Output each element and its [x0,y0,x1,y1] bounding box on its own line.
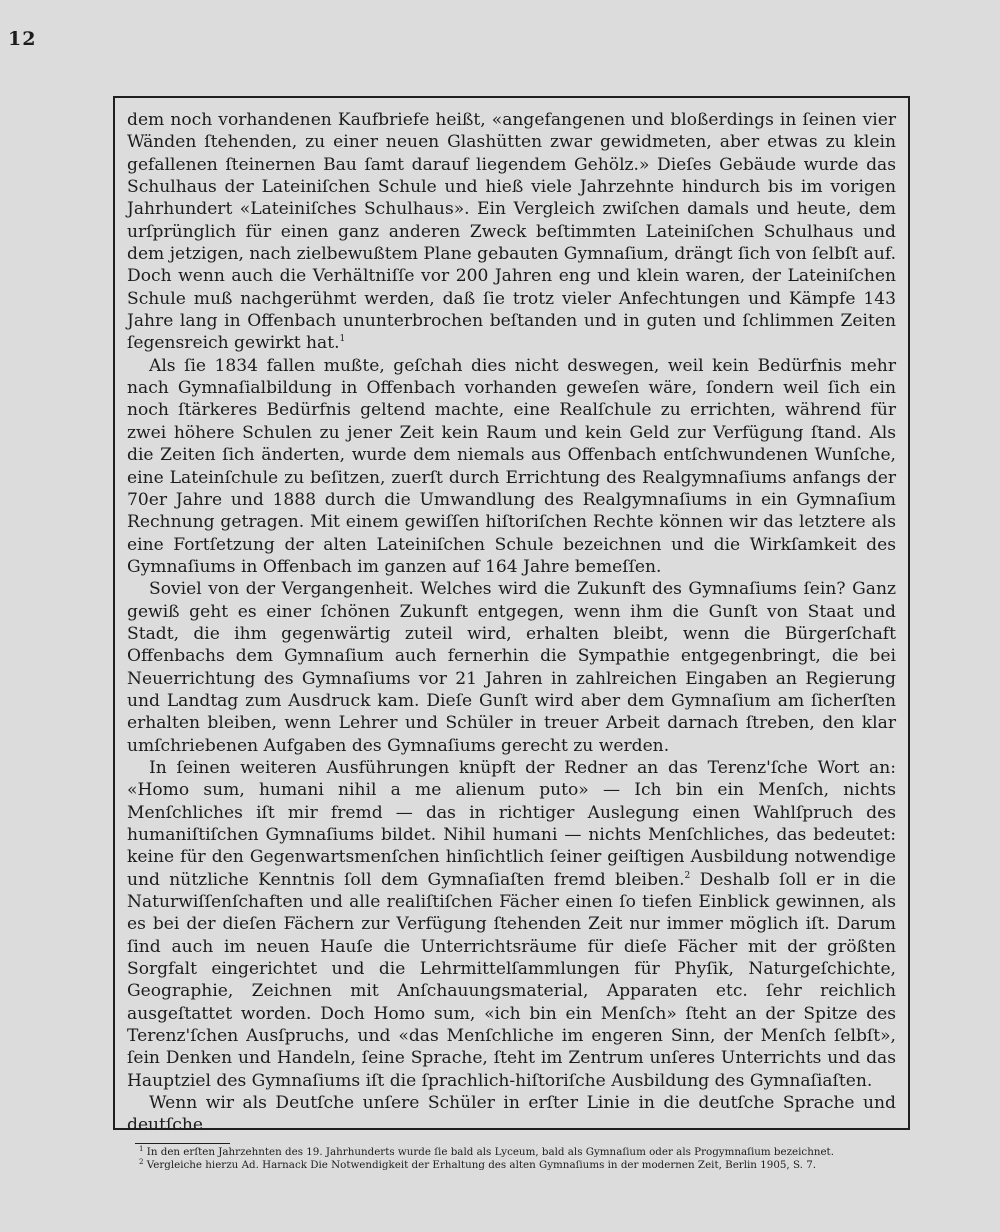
page-number: 12 [8,28,37,50]
footnote-1-mark: 1 [139,1144,144,1153]
paragraph-4-text: In ſeinen weiteren Ausführungen knüpft der Redner an das Terenz'ſche Wort an: «Homo sum, humani nihil a me alienum puto» — Ich bin ein Menſch, nichts Menſchliches iſt mir fremd — das in richtiger Auslegung einen Wahlſpruch des humaniſtiſchen Gymnaſiums bildet. Nihil humani — nichts Menſchliches, das bedeutet: keine für den Gegenwartsmenſchen hinſichtlich ſeiner geiſtigen Ausbildung notwendige und nützliche Kenntnis ſoll dem Gymnaſiaſten fremd bleiben. [127,757,896,890]
paragraph-5: Wenn wir als Deutſche unſere Schüler in erſter Linie in die deutſche Sprache und deutſche [127,1093,896,1136]
footnote-2 [139,1159,896,1172]
paragraph-4-continued: Deshalb ſoll er in die Naturwiſſenſchaften und alle realiſtiſchen Fächer einen ſo tiefen Einblick gewinnen, als es bei der dieſen Fächern zur Verfügung ſtehenden Zeit nur immer möglich iſt. Darum ſind auch im neuen Hauſe die Unterrichtsräume für dieſe Fächer mit der größten Sorgfalt eingerichtet und die Lehrmittelſammlungen für Phyſik, Naturgeſchichte, Geographie, Zeichnen mit Anſchauungsmaterial, Apparaten etc. ſehr reichlich ausgeſtattet worden. Doch Homo sum, «ich bin ein Menſch» ſteht an der Spitze des Terenz'ſchen Ausſpruchs, und «das Menſchliche im engeren Sinn, der Menſch ſelbſt», ſein Denken und Handeln, ſeine Sprache, ſteht im Zentrum unſeres Unterrichts und das Hauptziel des Gymnaſiums iſt die ſprachlich-hiſtoriſche Ausbildung des Gymnaſiaſten. [127,869,896,1091]
paragraph-4 [127,757,896,1092]
footnote-2-mark: 2 [139,1158,144,1167]
text-frame [113,96,910,1172]
footnote-ref-1: 1 [339,334,346,345]
footnotes [127,1146,896,1173]
footnote-1 [139,1146,896,1159]
paragraph-3: Soviel von der Vergangenheit. Welches wird die Zukunft des Gymnaſiums ſein? Ganz gewiß geht es einer ſchönen Zukunft entgegen, wenn ihm die Gunſt von Staat und Stadt, die ihm gegenwärtig zuteil wird, erhalten bleibt, wenn die Bürgerſchaft Offenbachs dem Gymnaſium auch fernerhin die Sympathie entgegenbringt, die bei Neuerrichtung des Gymnaſiums vor 21 Jahren in zahlreichen Eingaben an Regierung und Landtag zum Ausdruck kam. Dieſe Gunſt wird aber dem Gymnaſium am ſicherſten erhalten bleiben, wenn Lehrer und Schüler in treuer Arbeit darnach ſtreben, den klar umſchriebenen Aufgaben des Gymnaſiums gerecht zu werden. [127,579,896,756]
body-text [127,109,896,1137]
paragraph-2: Als ſie 1834 fallen mußte, geſchah dies nicht deswegen, weil kein Bedürfnis mehr nach Gymnaſialbildung in Offenbach vorhanden geweſen wäre, ſondern weil ſich ein noch ſtärkeres Bedürfnis geltend machte, eine Realſchule zu errichten, während für zwei höhere Schulen zu jener Zeit kein Raum und kein Geld zur Verfügung ſtand. Als die Zeiten ſich änderten, wurde dem niemals aus Offenbach entſchwundenen Wunſche, eine Lateinſchule zu beſitzen, zuerſt durch Errichtung des Realgymnaſiums anfangs der 70er Jahre und 1888 durch die Umwandlung des Realgymnaſiums in ein Gymnaſium Rechnung getragen. Mit einem gewiſſen hiſtoriſchen Rechte können wir das letztere als eine Fortſetzung der alten Lateiniſchen Schule bezeichnen und die Wirkſamkeit des Gymnaſiums in Offenbach im ganzen auf 164 Jahre bemeſſen. [127,355,896,577]
footnote-ref-2: 2 [684,870,691,881]
paragraph-1 [127,109,896,355]
footnote-2-text: Vergleiche hierzu Ad. Harnack Die Notwendigkeit der Erhaltung des alten Gymnaſiums in der modernen Zeit, Berlin 1905, S. 7. [146,1159,817,1172]
paragraph-1-text: dem noch vorhandenen Kaufbriefe heißt, «angefangenen und bloßerdings in ſeinen vier Wänden ſtehenden, zu einer neuen Glashütten zwar gewidmeten, aber etwas zu klein gefallenen ſteinernen Bau ſamt darauf liegendem Gehölz.» Dieſes Gebäude wurde das Schulhaus der Lateiniſchen Schule und hieß viele Jahrzehnte hindurch bis im vorigen Jahrhundert «Lateiniſches Schulhaus». Ein Vergleich zwiſchen damals und heute, dem urſprünglich für einen ganz anderen Zweck beſtimmten Lateiniſchen Schulhaus und dem jetzigen, nach zielbewußtem Plane gebauten Gymnaſium, drängt ſich von ſelbſt auf. Doch wenn auch die Verhältniſſe vor 200 Jahren eng und klein waren, der Lateiniſchen Schule muß nachgerühmt werden, daß ſie trotz vieler Anfechtungen und Kämpfe 143 Jahre lang in Offenbach ununterbrochen beſtanden und in guten und ſchlimmen Zeiten ſegensreich gewirkt hat. [127,110,896,354]
footnote-divider [135,1143,230,1144]
footnote-1-text: In den erſten Jahrzehnten des 19. Jahrhunderts wurde ſie bald als Lyceum, bald als Gymnaſium oder als Progymnaſium bezeichnet. [146,1145,834,1158]
